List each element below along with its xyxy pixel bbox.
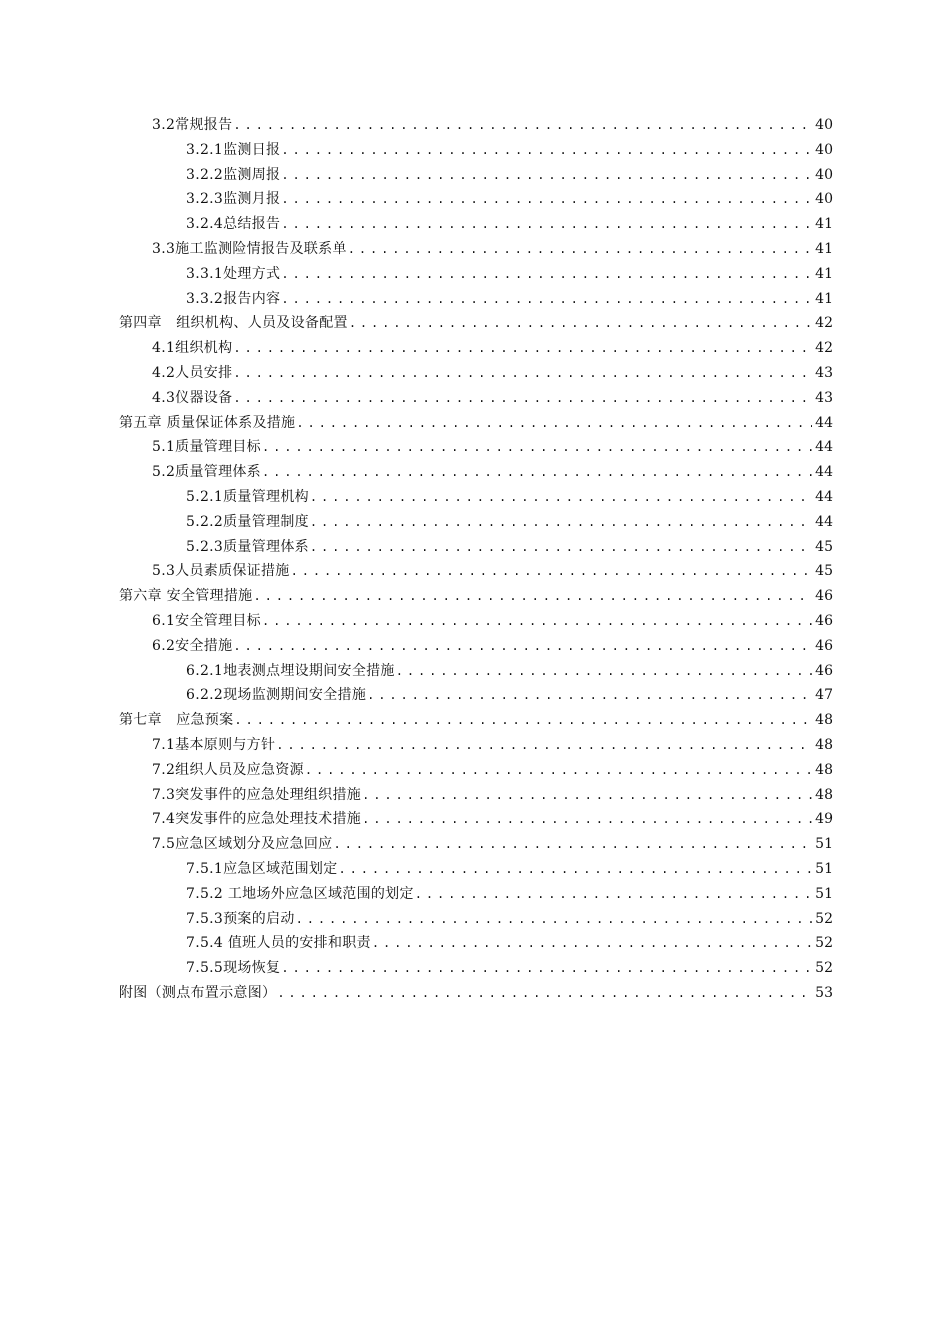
- toc-entry-title: 第六章 安全管理措施: [119, 588, 253, 605]
- toc-entry-page-number: 41: [815, 290, 833, 307]
- toc-entry-title: 3.2.1监测日报: [186, 141, 281, 158]
- dot-leader: [276, 738, 812, 752]
- toc-entry-title: 6.1安全管理目标: [152, 612, 261, 629]
- dot-leader: [262, 614, 812, 628]
- dot-leader: [333, 837, 812, 851]
- toc-entry-page-number: 48: [815, 736, 833, 753]
- toc-entry-title: 5.1质量管理目标: [152, 439, 261, 456]
- toc-entry[interactable]: [119, 412, 833, 437]
- toc-entry-page-number: 51: [815, 885, 833, 902]
- toc-entry-page-number: 52: [815, 935, 833, 952]
- toc-entry-title: 7.5.1应急区域范围划定: [186, 860, 338, 877]
- toc-entry-page-number: 40: [815, 191, 833, 208]
- toc-entry-title: 第七章 应急预案: [119, 712, 234, 729]
- toc-entry-page-number: 41: [815, 265, 833, 282]
- toc-entry[interactable]: [119, 957, 833, 982]
- toc-entry[interactable]: [119, 709, 833, 734]
- toc-entry[interactable]: [119, 486, 833, 511]
- toc-entry-page-number: 48: [815, 712, 833, 729]
- toc-entry-page-number: 40: [815, 141, 833, 158]
- toc-entry-title: 5.2质量管理体系: [152, 464, 261, 481]
- toc-entry-title: 3.3.1处理方式: [186, 265, 281, 282]
- toc-entry-page-number: 52: [815, 960, 833, 977]
- dot-leader: [277, 986, 812, 1000]
- dot-leader: [372, 936, 812, 950]
- table-of-contents: [119, 114, 833, 1007]
- dot-leader: [262, 465, 812, 479]
- toc-entry-page-number: 46: [815, 588, 833, 605]
- dot-leader: [362, 812, 812, 826]
- toc-entry-title: 第四章 组织机构、人员及设备配置: [119, 315, 348, 332]
- toc-entry[interactable]: [119, 635, 833, 660]
- toc-entry-page-number: 44: [815, 414, 833, 431]
- toc-entry-page-number: 51: [815, 860, 833, 877]
- toc-entry-page-number: 44: [815, 439, 833, 456]
- toc-entry-page-number: 45: [815, 538, 833, 555]
- dot-leader: [281, 292, 812, 306]
- dot-leader: [281, 143, 812, 157]
- toc-entry[interactable]: [119, 833, 833, 858]
- toc-entry[interactable]: [119, 387, 833, 412]
- toc-entry-page-number: 46: [815, 612, 833, 629]
- toc-entry-title: 第五章 质量保证体系及措施: [119, 414, 296, 431]
- dot-leader: [367, 688, 812, 702]
- toc-entry[interactable]: [119, 188, 833, 213]
- toc-entry[interactable]: [119, 908, 833, 933]
- toc-entry[interactable]: [119, 684, 833, 709]
- toc-entry-title: 5.2.1质量管理机构: [186, 488, 309, 505]
- dot-leader: [348, 242, 812, 256]
- toc-entry-page-number: 41: [815, 216, 833, 233]
- dot-leader: [305, 763, 812, 777]
- toc-entry-title: 6.2.1地表测点埋设期间安全措施: [186, 662, 395, 679]
- toc-entry[interactable]: [119, 734, 833, 759]
- toc-entry-page-number: 44: [815, 513, 833, 530]
- toc-entry[interactable]: [119, 213, 833, 238]
- toc-entry[interactable]: [119, 660, 833, 685]
- dot-leader: [296, 912, 812, 926]
- dot-leader: [310, 515, 812, 529]
- dot-leader: [310, 490, 812, 504]
- toc-entry-title: 6.2安全措施: [152, 637, 233, 654]
- toc-entry-title: 5.2.3质量管理体系: [186, 538, 309, 555]
- toc-entry-title: 5.3人员素质保证措施: [152, 563, 290, 580]
- toc-entry-title: 5.2.2质量管理制度: [186, 513, 309, 530]
- toc-entry-page-number: 49: [815, 811, 833, 828]
- toc-entry-page-number: 44: [815, 464, 833, 481]
- toc-entry[interactable]: [119, 982, 833, 1007]
- toc-entry[interactable]: [119, 560, 833, 585]
- dot-leader: [234, 713, 812, 727]
- toc-entry-title: 7.5.3预案的启动: [186, 910, 295, 927]
- toc-entry[interactable]: [119, 808, 833, 833]
- toc-entry-page-number: 40: [815, 166, 833, 183]
- toc-entry[interactable]: [119, 610, 833, 635]
- toc-entry-title: 附图（测点布置示意图）: [119, 984, 277, 1001]
- dot-leader: [281, 961, 812, 975]
- toc-entry-page-number: 51: [815, 836, 833, 853]
- toc-entry[interactable]: [119, 883, 833, 908]
- dot-leader: [233, 639, 812, 653]
- toc-entry[interactable]: [119, 288, 833, 313]
- toc-entry-title: 3.2.3监测月报: [186, 191, 281, 208]
- toc-entry[interactable]: [119, 114, 833, 139]
- dot-leader: [281, 267, 812, 281]
- toc-entry-title: 4.2人员安排: [152, 364, 233, 381]
- toc-entry[interactable]: [119, 337, 833, 362]
- toc-entry-page-number: 45: [815, 563, 833, 580]
- toc-entry-title: 3.3施工监测险情报告及联系单: [152, 240, 347, 257]
- toc-entry-page-number: 46: [815, 662, 833, 679]
- dot-leader: [281, 217, 812, 231]
- toc-entry-page-number: 43: [815, 364, 833, 381]
- dot-leader: [296, 416, 812, 430]
- toc-entry-page-number: 42: [815, 340, 833, 357]
- toc-entry[interactable]: [119, 238, 833, 263]
- toc-entry-title: 3.3.2报告内容: [186, 290, 281, 307]
- toc-entry-title: 7.3突发事件的应急处理组织措施: [152, 786, 362, 803]
- toc-entry-title: 7.1基本原则与方针: [152, 736, 276, 753]
- toc-entry-title: 7.5.5现场恢复: [186, 960, 281, 977]
- toc-entry[interactable]: [119, 263, 833, 288]
- dot-leader: [262, 440, 812, 454]
- dot-leader: [396, 664, 812, 678]
- toc-entry-page-number: 48: [815, 761, 833, 778]
- toc-entry[interactable]: [119, 312, 833, 337]
- toc-entry-page-number: 46: [815, 637, 833, 654]
- toc-entry[interactable]: [119, 164, 833, 189]
- toc-entry-page-number: 43: [815, 389, 833, 406]
- toc-entry-title: 3.2.2监测周报: [186, 166, 281, 183]
- dot-leader: [233, 366, 812, 380]
- dot-leader: [291, 564, 812, 578]
- dot-leader: [281, 168, 812, 182]
- toc-entry-page-number: 48: [815, 786, 833, 803]
- dot-leader: [281, 192, 812, 206]
- toc-entry[interactable]: [119, 461, 833, 486]
- toc-entry-page-number: 41: [815, 240, 833, 257]
- dot-leader: [362, 788, 812, 802]
- toc-entry-title: 3.2常规报告: [152, 117, 233, 133]
- toc-entry-title: 4.3仪器设备: [152, 389, 233, 406]
- toc-entry[interactable]: [119, 536, 833, 561]
- toc-entry-title: 7.2组织人员及应急资源: [152, 761, 304, 778]
- toc-entry-page-number: 42: [815, 315, 833, 332]
- toc-entry[interactable]: [119, 585, 833, 610]
- toc-entry[interactable]: [119, 784, 833, 809]
- dot-leader: [253, 589, 812, 603]
- dot-leader: [339, 862, 812, 876]
- toc-entry-title: 4.1组织机构: [152, 340, 233, 357]
- toc-entry[interactable]: [119, 436, 833, 461]
- toc-entry-page-number: 53: [815, 984, 833, 1001]
- dot-leader: [310, 540, 812, 554]
- toc-entry-title: 7.4突发事件的应急处理技术措施: [152, 811, 362, 828]
- toc-entry[interactable]: [119, 858, 833, 883]
- toc-entry-title: 3.2.4总结报告: [186, 216, 281, 233]
- dot-leader: [415, 887, 812, 901]
- toc-entry-page-number: 44: [815, 488, 833, 505]
- toc-entry-page-number: 47: [815, 687, 833, 704]
- toc-entry[interactable]: [119, 759, 833, 784]
- dot-leader: [233, 341, 812, 355]
- toc-entry-page-number: 40: [815, 117, 833, 133]
- toc-entry[interactable]: [119, 139, 833, 164]
- toc-entry[interactable]: [119, 932, 833, 957]
- dot-leader: [233, 118, 812, 132]
- dot-leader: [349, 316, 812, 330]
- toc-entry-title: 6.2.2现场监测期间安全措施: [186, 687, 367, 704]
- toc-entry-page-number: 52: [815, 910, 833, 927]
- toc-entry-title: 7.5.4 值班人员的安排和职责: [186, 935, 371, 952]
- toc-entry-title: 7.5.2 工地场外应急区域范围的划定: [186, 885, 414, 902]
- toc-entry-title: 7.5应急区域划分及应急回应: [152, 836, 333, 853]
- toc-entry[interactable]: [119, 511, 833, 536]
- dot-leader: [233, 391, 812, 405]
- toc-entry[interactable]: [119, 362, 833, 387]
